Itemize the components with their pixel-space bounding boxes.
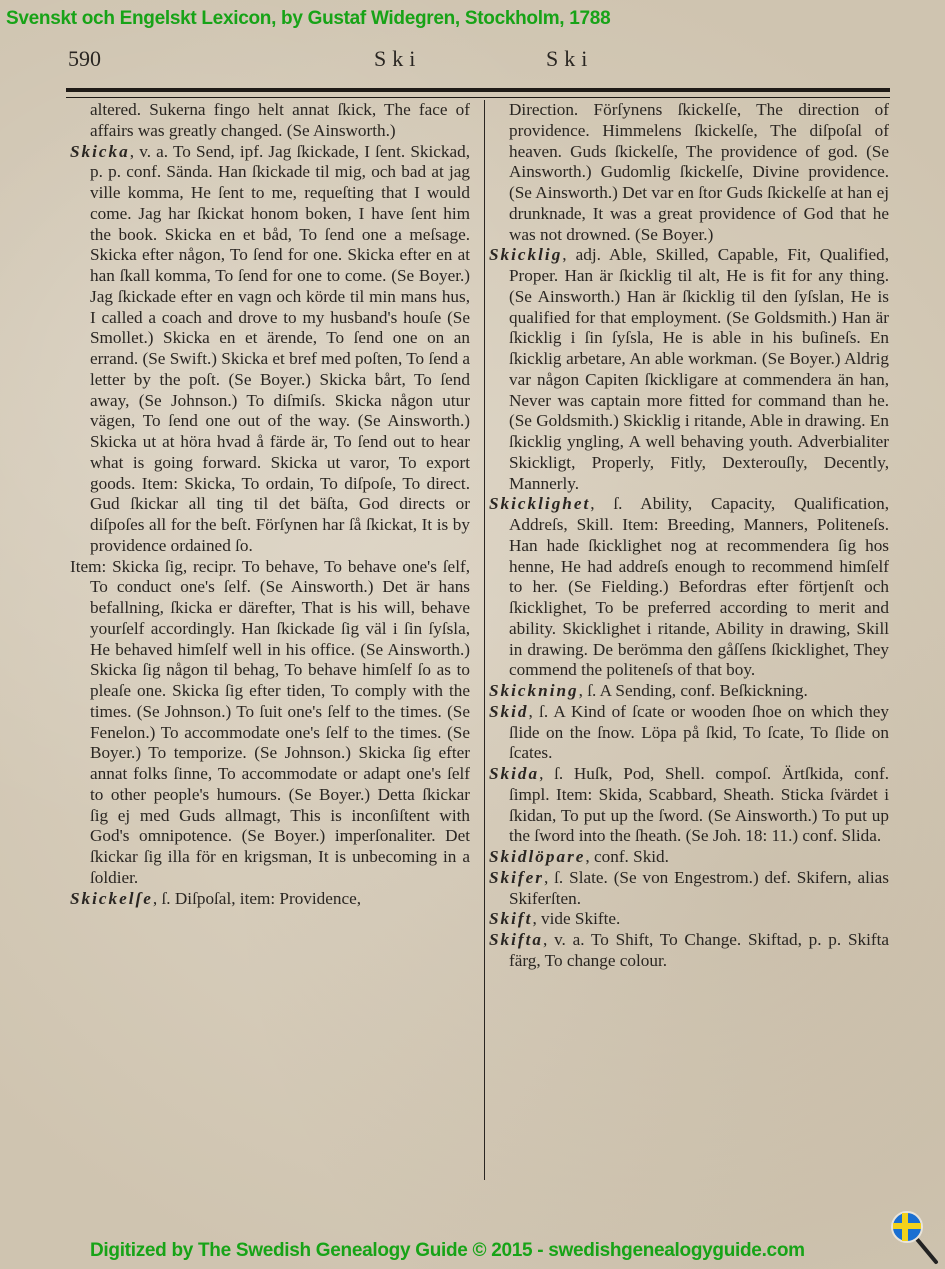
definition: , conf. Skid. (585, 847, 669, 866)
item-label: Item: (70, 556, 107, 576)
headword: Skida (489, 764, 540, 783)
definition: , ſ. Huſk, Pod, Shell. compoſ. Ärtſkida, conf. ſimpl. Item: Skida, Scabbard, Sheath. Sticka ſvärdet i ſkidan, To put up the ſword. (Se Ainsworth.) To put up the ſword into the ſheath. (Se Joh. 18: 11.) conf. Slida. (509, 764, 889, 846)
swedish-flag-magnifier-icon (890, 1210, 940, 1265)
left-column (70, 100, 470, 909)
entry-skida (489, 764, 889, 847)
definition: Skicka ſig, recipr. To behave, To behave one's ſelf, To conduct one's ſelf. (Se Ainsworth.) Det är hans befallning, ſkicka er därefter, That is his will, behave yourſelf accordingly. Han ſkickade ſig väl i ſin ſyſsla, He behaved himſelf well in his office. (Se Ainsworth.) Skicka ſig någon til behag, To behave himſelf ſo as to pleaſe one. Skicka ſig efter tiden, To comply with the times. (Se Johnson.) To ſuit one's ſelf to the times. (Se Fenelon.) To accommodate one's ſelf to the times. (Se Boyer.) To temporize. (Se Johnson.) Skicka ſig efter annat folks ſinne, To accommodate or adapt one's ſelf to other people's humours. (Se Boyer.) Detta ſkickar ſig ej med Guds allmagt, This is inconſiſtent with God's omnipotence. (Se Boyer.) imperſonaliter. Det ſkickar ſig illa för en krigsman, It is unbecoming in a ſoldier. (90, 556, 470, 887)
entry-continuation: Direction. Förſynens ſkickelſe, The direction of providence. Himmelens ſkickelſe, The diſpoſal of heaven. Guds ſkickelſe, The providence of god. (Se Ainsworth.) Gudomlig ſkickelſe, Divine providence. (Se Ainsworth.) Det var en ſtor Guds ſkickelſe at han ej drunknade, It was a great providence of God that he was not drowned. (Se Boyer.) (509, 100, 889, 244)
guide-word-right: Ski (546, 46, 594, 71)
entry-skifer (489, 868, 889, 910)
column-divider (484, 100, 485, 1180)
right-column (489, 100, 889, 972)
definition: , vide Skifte. (532, 909, 621, 929)
entry-skift (489, 909, 889, 930)
definition: , adj. Able, Skilled, Capable, Fit, Qualified, Proper. Han är ſkicklig til alt, He is fit for any thing. (Se Ainsworth.) Han är ſkicklig til den ſyſslan, He is qualified for that employment. (Se Goldsmith.) Han är ſkicklig i ſin ſyſsla, He is able in his buſineſs. En ſkicklig arbetare, An able workman. (Se Boyer.) Aldrig var någon Capiten ſkickligare at commendera än han, Never was captain more fitted for command than he. (Se Goldsmith.) Skicklig i ritande, Able in drawing. En ſkicklig yngling, A well behaving youth. Adverbialiter Skickligt, Properly, Fitly, Dexterouſly, Decently, Mannerly. (509, 245, 889, 493)
definition: , ſ. A Kind of ſcate or wooden ſhoe on which they ſlide on the ſnow. Löpa på ſkid, To ſcate, To ſlide on ſcates. (509, 701, 889, 763)
header-rule (66, 88, 890, 98)
definition: , v. a. To Shift, To Change. Skiftad, p. p. Skifta färg, To change colour. (509, 930, 889, 970)
entry-skicklighet (489, 494, 889, 681)
entry-skid (489, 702, 889, 764)
headword: Skifta (489, 930, 544, 949)
headword: Skift (489, 909, 533, 929)
headword: Skickelſe (70, 888, 153, 908)
entry-skickelse (70, 889, 470, 910)
guide-word-left: Ski (374, 46, 422, 71)
definition: , ſ. Slate. (Se von Engestrom.) def. Skifern, alias Skiferſten. (509, 867, 889, 908)
entry-item-skicka-sig (70, 557, 470, 889)
watermark-credit: Digitized by The Swedish Genealogy Guide © 2015 - swedishgenealogyguide.com (90, 1240, 805, 1261)
entry-continuation: altered. Sukerna fingo helt annat ſkick, The face of affairs was greatly changed. (Se Ainsworth.) (90, 100, 470, 140)
headword: Skidlöpare (489, 847, 586, 866)
definition: , ſ. Ability, Capacity, Qualification, Addreſs, Skill. Item: Breeding, Manners, Politeneſs. Han hade ſkicklighet nog at recommendera ſig hos henne, He had addreſs enough to recommend himſelf to her. (Se Fielding.) Befordras efter förtjenſt och ſkicklighet, To be preferred according to merit and ability. Skicklighet i ritande, Ability in drawing, Skill in drawing. De berömma den gåſſens ſkicklighet, They commend the politeneſs of that boy. (509, 494, 889, 680)
entry-skickning (489, 681, 889, 702)
headword: Skifer (489, 867, 544, 887)
headword: Skid (489, 701, 529, 721)
headword: Skicklig (489, 245, 563, 265)
definition: , ſ. Diſpoſal, item: Providence, (152, 888, 362, 908)
headword: Skickning (489, 681, 579, 700)
watermark-title: Svenskt och Engelskt Lexicon, by Gustaf Widegren, Stockholm, 1788 (6, 8, 611, 29)
entry-skicklig (489, 245, 889, 494)
definition: , v. a. To Send, ipf. Jag ſkickade, I ſent. Skickad, p. p. conf. Sända. Han ſkickade til mig, och bad at jag ville komma, He ſent to me, requeſting that I would come. Jag har ſkickat honom boken, I have ſent him the book. Skicka en et båd, To ſend one a meſsage. Skicka efter någon, To ſend for one. Skicka efter en at han ſkall komma, To ſend for one to come. (Se Boyer.) Jag ſkickade efter en vagn och körde til min mans hus, I called a coach and drove to my husband's houſe (Se Smollet.) Skicka en et ärende, To ſend one on an errand. (Se Swift.) Skicka et bref med poſten, To ſend a letter by the poſt. (Se Boyer.) Skicka bårt, To ſend away, (Se Johnson.) To diſmiſs. Skicka någon utur vägen, To ſend one out of the way. (Se Ainsworth.) Skicka ut at höra hvad å färde är, To ſend out to hear what is going forward. Skicka ut varor, To export goods. Item: Skicka, To ordain, To diſpoſe, To direct. Gud ſkickar all ting til det bäſta, God directs or diſpoſes all for the beſt. Förſynen har ſå ſkickat, It is by providence ordained ſo. (90, 141, 470, 555)
page-header (0, 42, 945, 78)
entry-skicka (70, 142, 470, 557)
headword: Skicka (70, 141, 130, 161)
entry-skidlopare (489, 847, 889, 868)
entry-skifta (489, 930, 889, 972)
definition: , ſ. A Sending, conf. Beſkickning. (578, 681, 808, 700)
headword: Skicklighet (489, 494, 591, 514)
page-number: 590 (68, 46, 101, 71)
